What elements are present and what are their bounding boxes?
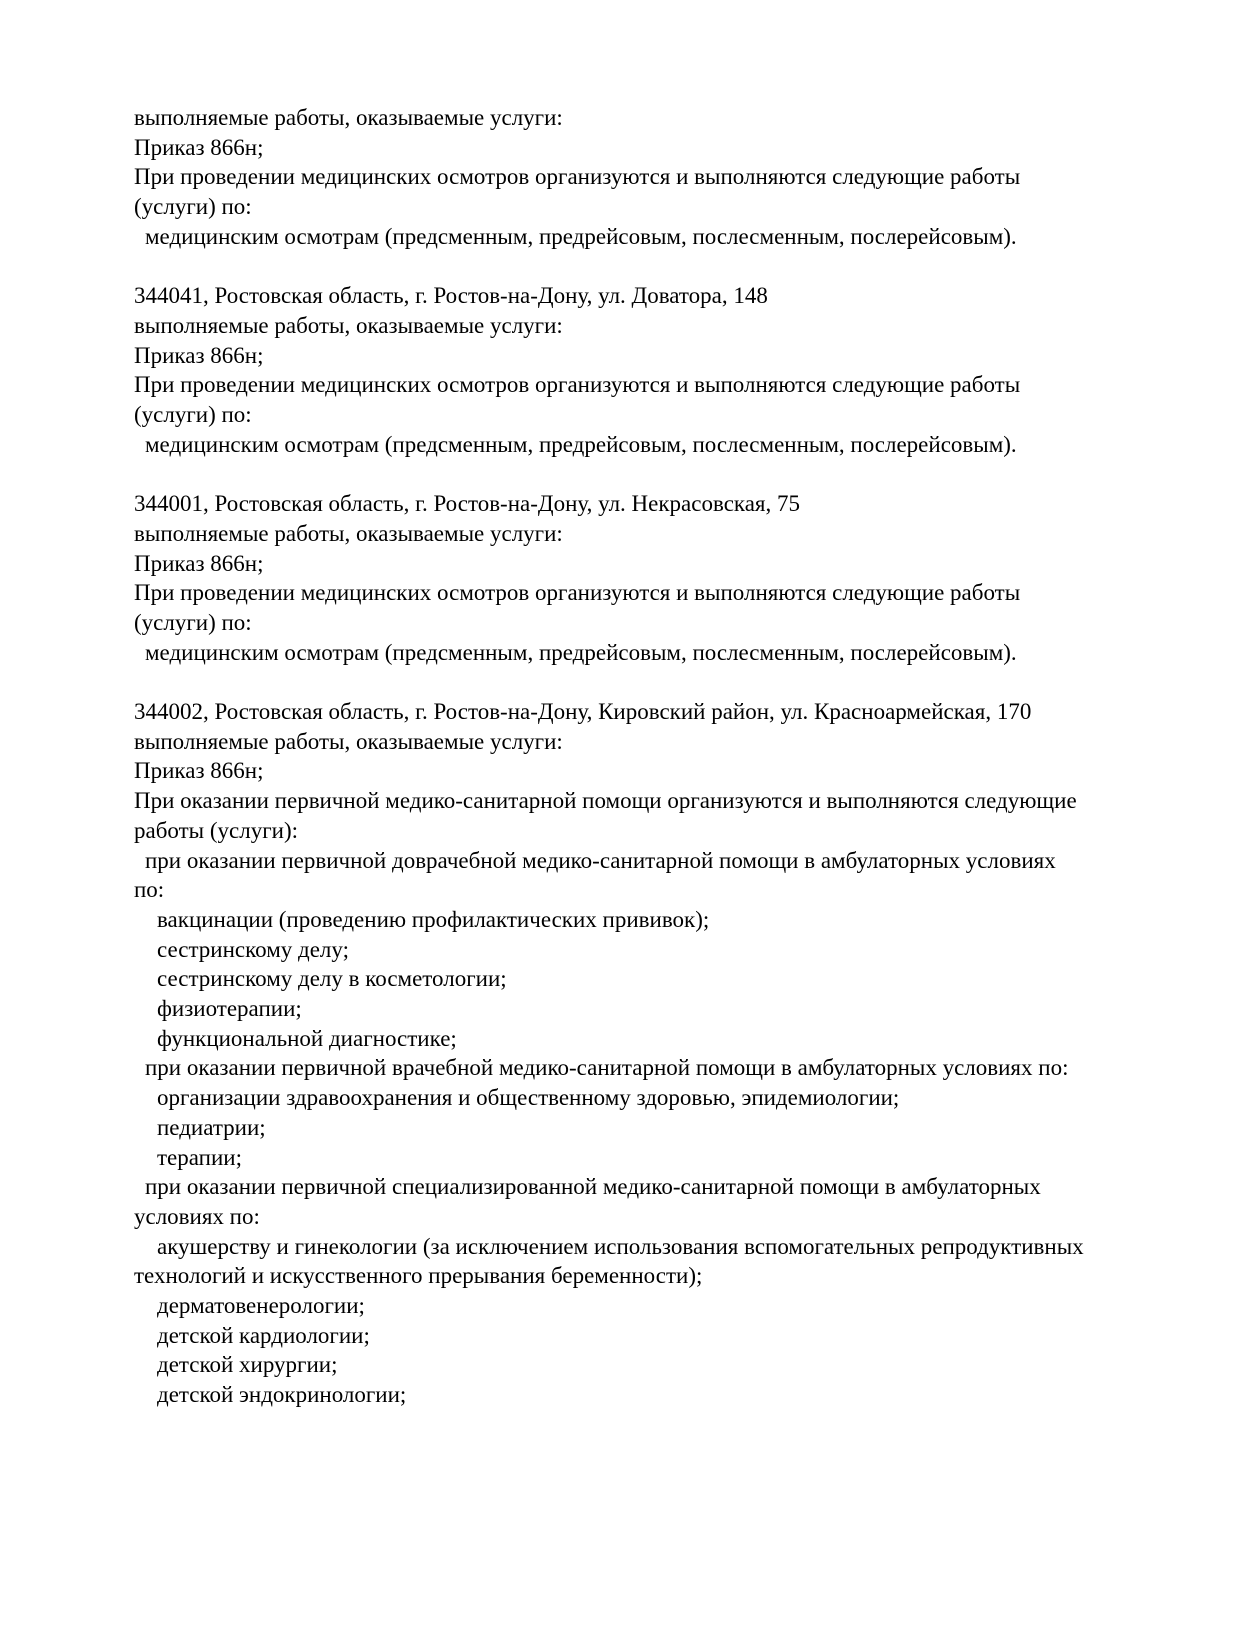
document-line: по: [134,877,165,903]
document-line: акушерству и гинекологии (за исключением использования вспомогательных репродуктивных [157,1233,1084,1259]
document-line: организации здравоохранения и общественному здоровью, эпидемиологии; [157,1085,900,1111]
document-line: детской кардиологии; [157,1322,370,1348]
document-line: (услуги) по: [134,194,252,220]
document-line: детской хирургии; [157,1352,338,1378]
document-line: При проведении медицинских осмотров организуются и выполняются следующие работы [134,164,1021,190]
document-line: Приказ 866н; [134,134,264,160]
address-line: 344002, Ростовская область, г. Ростов-на-Дону, Кировский район, ул. Красноармейская, 170 [134,699,1032,725]
document-line: технологий и искусственного прерывания беременности); [134,1263,703,1289]
document-text [134,103,1130,1410]
license-section [134,697,1130,1410]
document-line: (услуги) по: [134,402,252,428]
document-line: при оказании первичной доврачебной медико-санитарной помощи в амбулаторных условиях [145,847,1056,873]
document-line: физиотерапии; [157,996,302,1022]
document-line: выполняемые работы, оказываемые услуги: [134,728,563,754]
document-line: терапии; [157,1144,242,1170]
document-line: работы (услуги): [134,817,298,843]
document-line: детской эндокринологии; [157,1382,407,1408]
document-line: При проведении медицинских осмотров организуются и выполняются следующие работы [134,580,1021,606]
license-section [134,489,1130,667]
license-section [134,103,1130,252]
document-line: Приказ 866н; [134,550,264,576]
document-line: (услуги) по: [134,609,252,635]
document-line: медицинским осмотрам (предсменным, предрейсовым, послесменным, послерейсовым). [145,223,1017,249]
document-line: вакцинации (проведению профилактических прививок); [157,906,710,932]
address-line: 344001, Ростовская область, г. Ростов-на-Дону, ул. Некрасовская, 75 [134,491,801,517]
document-line: выполняемые работы, оказываемые услуги: [134,105,563,130]
document-line: функциональной диагностике; [157,1025,457,1051]
document-line: сестринскому делу в косметологии; [157,966,507,992]
document-line: условиях по: [134,1203,260,1229]
document-line: сестринскому делу; [157,936,349,962]
license-section [134,281,1130,459]
document-line: При оказании первичной медико-санитарной помощи организуются и выполняются следующие [134,788,1077,814]
document-line: медицинским осмотрам (предсменным, предрейсовым, послесменным, послерейсовым). [145,431,1017,457]
document-line: При проведении медицинских осмотров организуются и выполняются следующие работы [134,372,1021,398]
document-line: Приказ 866н; [134,758,264,784]
document-line: выполняемые работы, оказываемые услуги: [134,520,563,546]
address-line: 344041, Ростовская область, г. Ростов-на-Дону, ул. Доватора, 148 [134,283,768,309]
document-line: выполняемые работы, оказываемые услуги: [134,312,563,338]
document-line: при оказании первичной специализированной медико-санитарной помощи в амбулаторных [145,1174,1041,1200]
document-line: дерматовенерологии; [157,1293,365,1319]
document-line: медицинским осмотрам (предсменным, предрейсовым, послесменным, послерейсовым). [145,639,1017,665]
document-line: Приказ 866н; [134,342,264,368]
document-line: педиатрии; [157,1114,266,1140]
document-line: при оказании первичной врачебной медико-санитарной помощи в амбулаторных условиях по: [145,1055,1069,1081]
